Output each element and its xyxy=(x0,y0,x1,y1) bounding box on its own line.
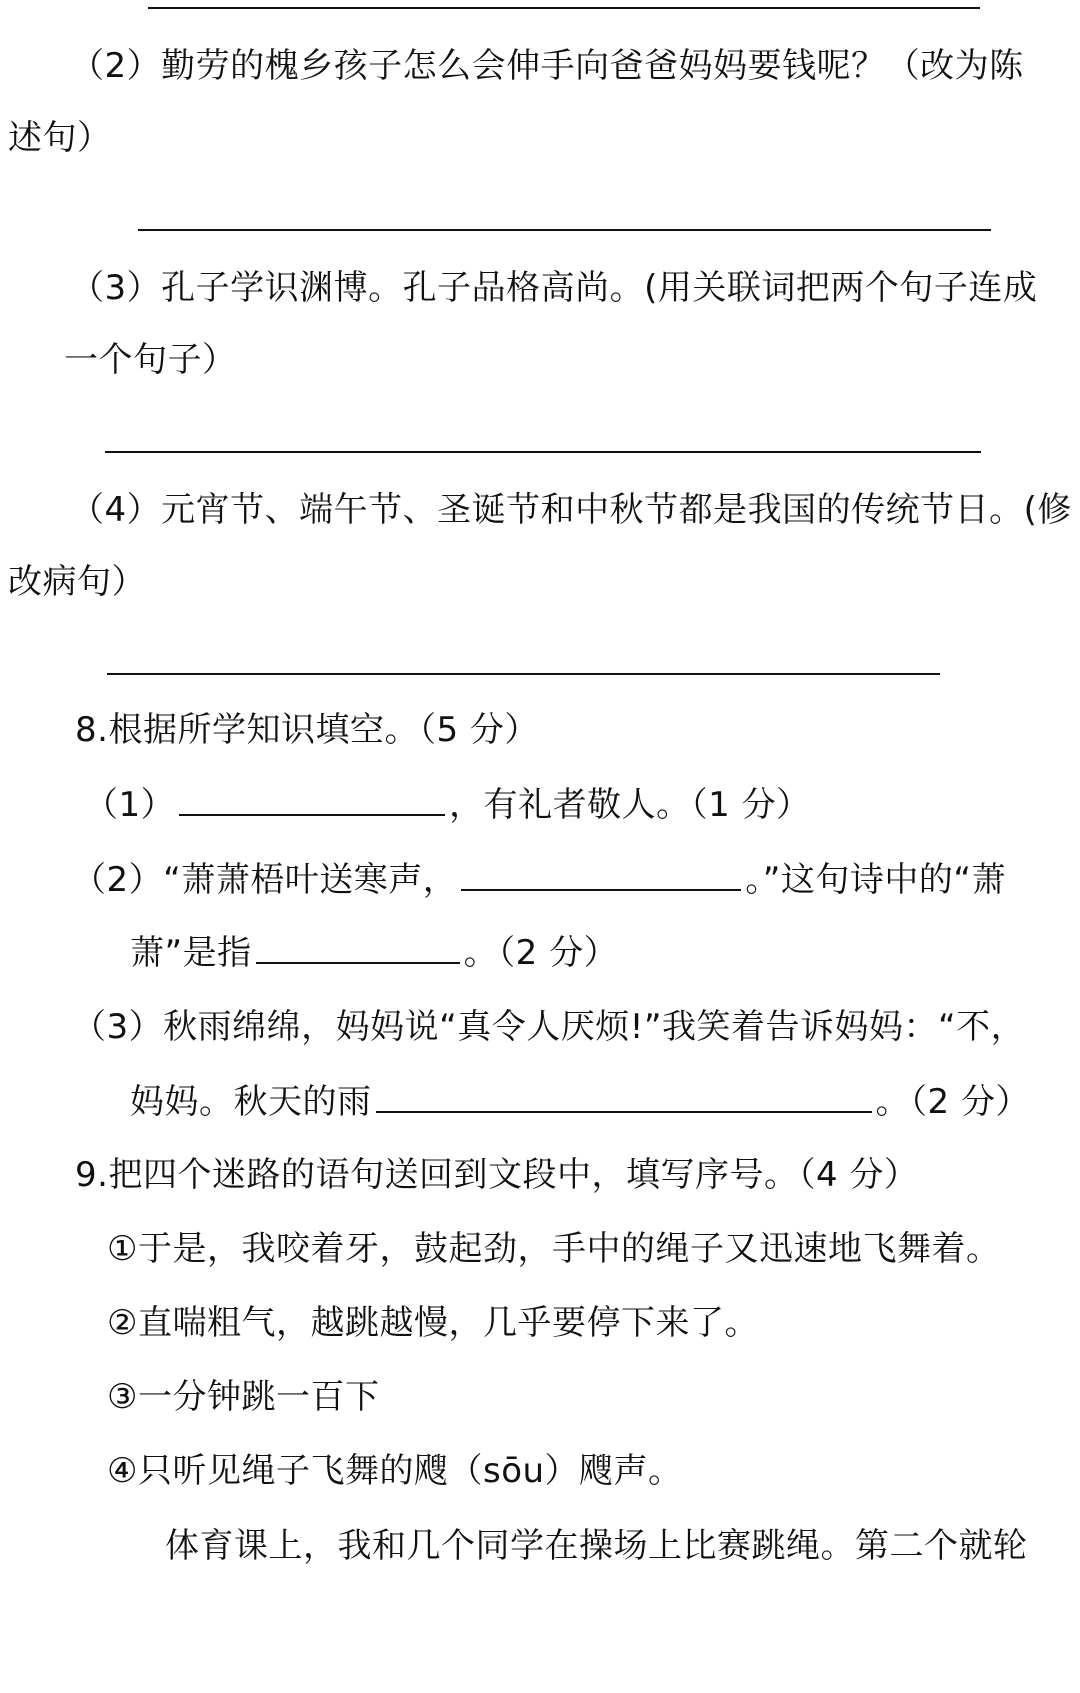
q7-item2-text: （2）勤劳的槐乡孩子怎么会伸手向爸爸妈妈要钱呢？（改为陈 xyxy=(70,46,1024,86)
answer-line-q7-1[interactable] xyxy=(148,7,980,9)
q8-title: 8.根据所学知识填空。（5 分） xyxy=(75,710,539,750)
q8-item1-prefix: （1） xyxy=(84,785,176,825)
q9-option-2: ②直喘粗气，越跳越慢，几乎要停下来了。 xyxy=(107,1303,759,1343)
answer-line-q7-3[interactable] xyxy=(105,451,981,453)
q8-item3-text: （3）秋雨绵绵，妈妈说“真令人厌烦!”我笑着告诉妈妈：“不， xyxy=(72,1007,1026,1047)
q8-item2-cont-prefix: 萧”是指 xyxy=(130,933,252,973)
q7-item2-cont: 述句） xyxy=(8,118,112,158)
q8-item2-cont-suffix: 。（2 分） xyxy=(463,933,619,973)
q8-item3-cont xyxy=(130,1081,1030,1122)
q9-option-3: ③一分钟跳一百下 xyxy=(107,1377,380,1417)
q8-item2 xyxy=(72,859,1006,900)
q8-item1-suffix: ，有礼者敬人。（1 分） xyxy=(449,785,811,825)
q8-item1 xyxy=(84,784,811,825)
answer-line-q7-4[interactable] xyxy=(107,673,940,675)
answer-line-q7-2[interactable] xyxy=(138,229,991,231)
q8-item2-cont xyxy=(130,932,618,973)
q8-item3-cont-blank[interactable] xyxy=(376,1081,872,1113)
q9-passage: 体育课上，我和几个同学在操场上比赛跳绳。第二个就轮 xyxy=(165,1526,1028,1566)
q9-title: 9.把四个迷路的语句送回到文段中，填写序号。（4 分） xyxy=(75,1155,919,1195)
q8-item3-cont-prefix: 妈妈。秋天的雨 xyxy=(130,1082,372,1122)
q9-option-4: ④只听见绳子飞舞的飕（sōu）飕声。 xyxy=(107,1451,683,1491)
q9-option-1: ①于是，我咬着牙，鼓起劲，手中的绳子又迅速地飞舞着。 xyxy=(107,1229,1001,1269)
q8-item3-cont-suffix: 。（2 分） xyxy=(875,1082,1030,1122)
q7-item4-cont: 改病句） xyxy=(8,562,146,602)
q8-item2-suffix: 。”这句诗中的“萧 xyxy=(745,860,1006,900)
q7-item4-text: （4）元宵节、端午节、圣诞节和中秋节都是我国的传统节日。(修 xyxy=(70,490,1072,530)
q8-item1-blank[interactable] xyxy=(179,784,445,816)
q8-item2-prefix: （2）“萧萧梧叶送寒声， xyxy=(72,860,458,900)
q7-item3-cont: 一个句子） xyxy=(64,340,237,380)
q7-item3-text: （3）孔子学识渊博。孔子品格高尚。(用关联词把两个句子连成 xyxy=(70,268,1038,308)
q8-item2-blank[interactable] xyxy=(461,859,741,891)
q8-item2-cont-blank[interactable] xyxy=(256,932,460,964)
